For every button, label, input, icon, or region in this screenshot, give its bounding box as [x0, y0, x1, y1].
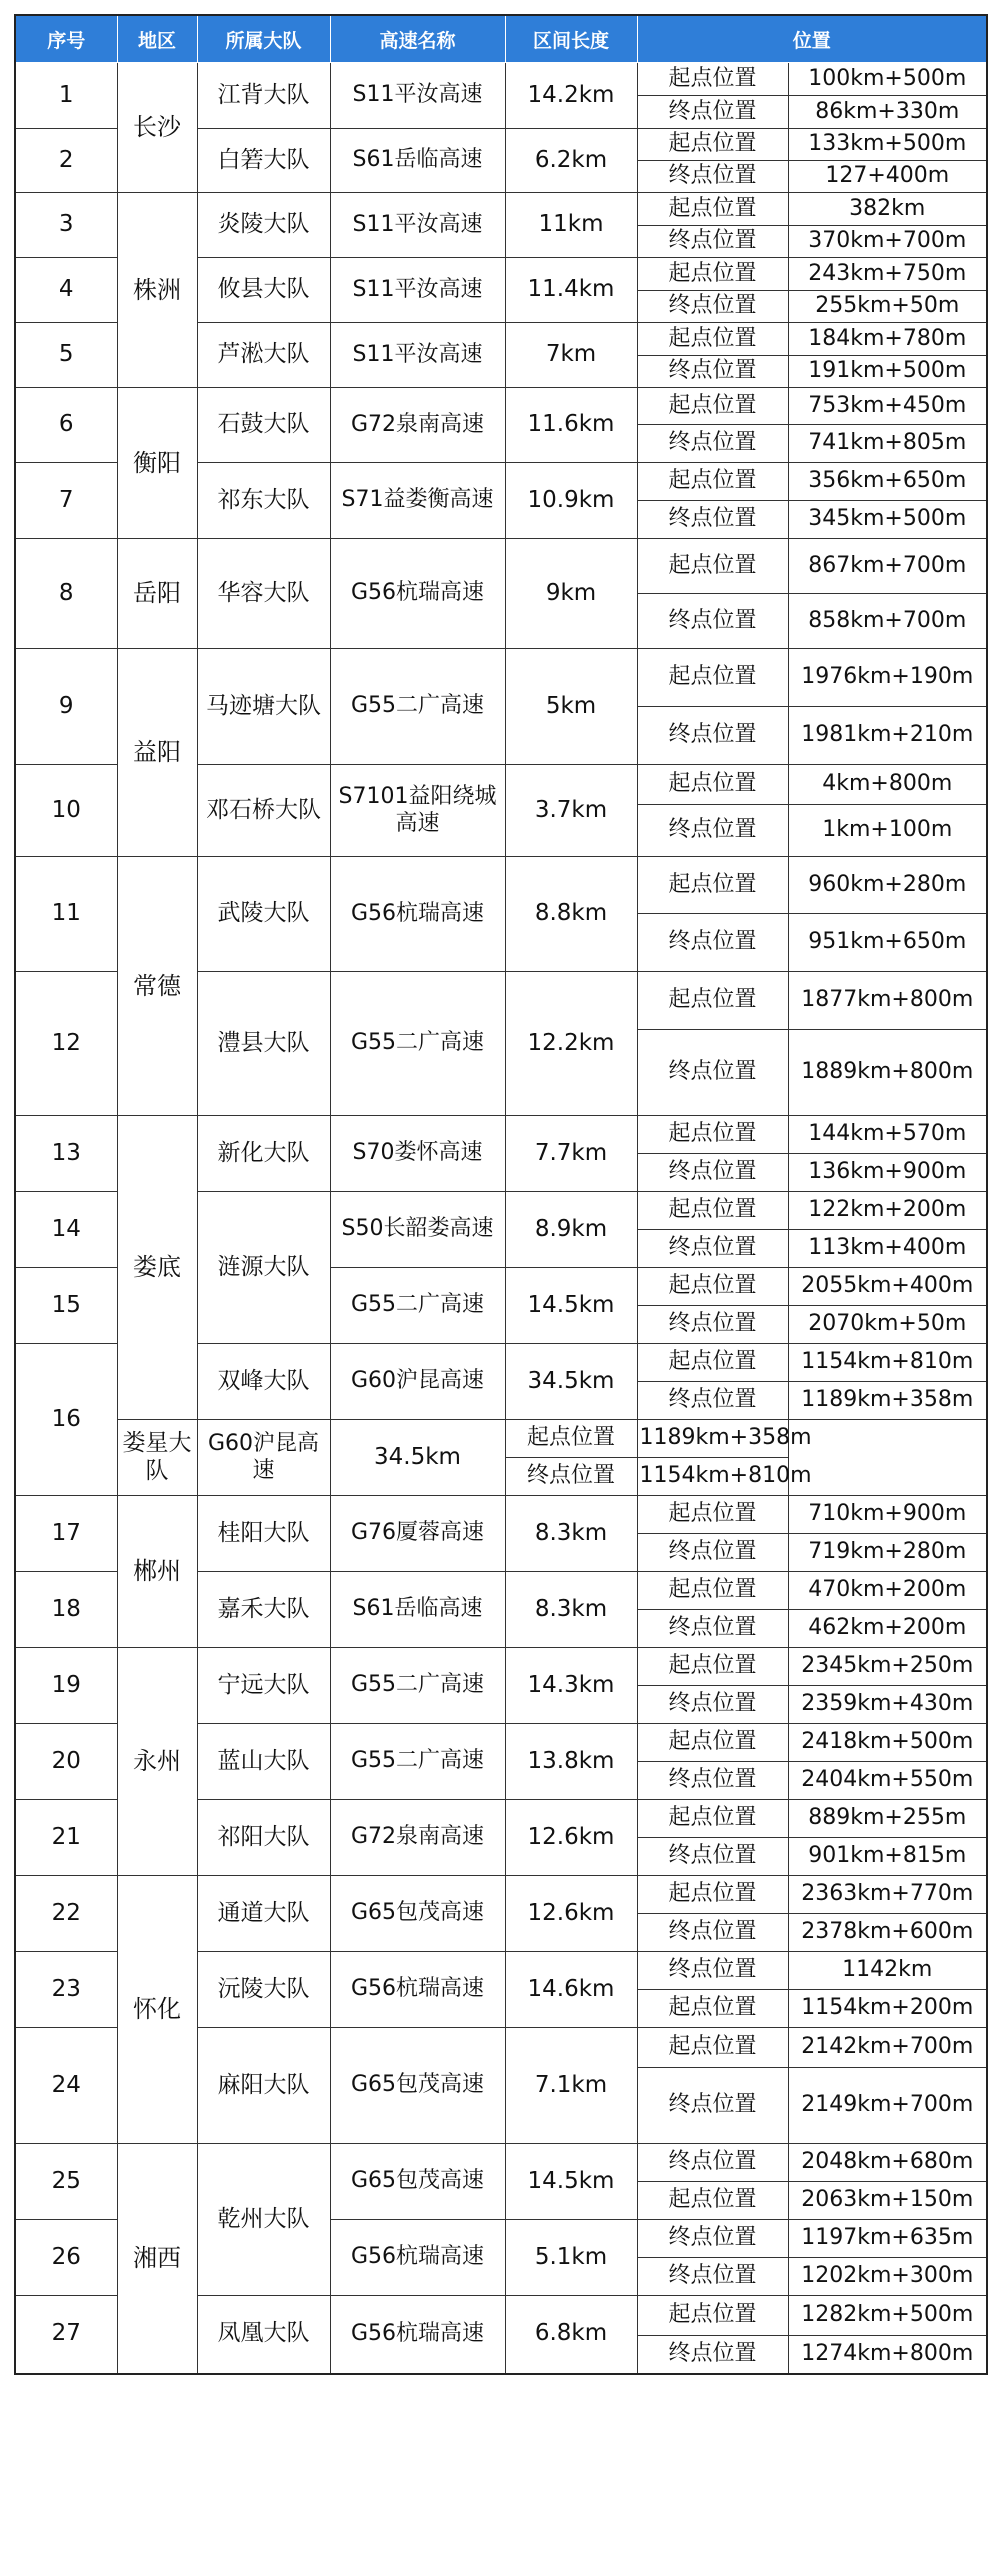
length-cell: 14.6km	[505, 1952, 637, 2028]
position-label-cell: 起点位置	[637, 1192, 788, 1230]
road-name-cell: S11平汝高速	[330, 258, 505, 323]
position-value-cell: 1154km+810m	[788, 1344, 987, 1382]
road-name-cell: S61岳临高速	[330, 129, 505, 193]
road-name-cell: G65包茂高速	[330, 1876, 505, 1952]
position-label-cell: 终点位置	[637, 914, 788, 972]
road-name-cell: G56杭瑞高速	[330, 539, 505, 649]
road-name-cell: G56杭瑞高速	[330, 1952, 505, 2028]
team-cell: 芦淞大队	[197, 323, 330, 388]
team-cell: 祁东大队	[197, 463, 330, 539]
position-value-cell: 462km+200m	[788, 1610, 987, 1648]
position-label-cell: 终点位置	[637, 1030, 788, 1116]
position-label-cell: 终点位置	[637, 1952, 788, 1990]
road-name-cell: G60沪昆高速	[330, 1344, 505, 1420]
region-cell: 衡阳	[117, 388, 197, 539]
position-label-cell: 起点位置	[637, 857, 788, 914]
road-name-cell: S11平汝高速	[330, 63, 505, 129]
position-value-cell: 889km+255m	[788, 1800, 987, 1838]
position-label-cell: 起点位置	[637, 972, 788, 1030]
position-value-cell: 1189km+358m	[788, 1382, 987, 1420]
row-index-cell: 8	[15, 539, 117, 649]
length-cell: 6.8km	[505, 2296, 637, 2374]
position-label-cell: 起点位置	[637, 765, 788, 805]
position-value-cell: 86km+330m	[788, 96, 987, 129]
position-label-cell: 终点位置	[637, 161, 788, 193]
position-value-cell: 356km+650m	[788, 463, 987, 501]
position-label-cell: 终点位置	[637, 2068, 788, 2144]
row-index-cell: 7	[15, 463, 117, 539]
position-value-cell: 1189km+358m	[637, 1420, 788, 1458]
position-label-cell: 终点位置	[637, 226, 788, 258]
row-index-cell: 3	[15, 193, 117, 258]
region-cell: 益阳	[117, 649, 197, 857]
position-value-cell: 191km+500m	[788, 356, 987, 388]
team-cell: 澧县大队	[197, 972, 330, 1116]
position-value-cell: 2359km+430m	[788, 1686, 987, 1724]
position-value-cell: 1197km+635m	[788, 2220, 987, 2258]
road-name-cell: S70娄怀高速	[330, 1116, 505, 1192]
position-label-cell: 终点位置	[637, 1914, 788, 1952]
road-name-cell: S71益娄衡高速	[330, 463, 505, 539]
table-row	[15, 2144, 987, 2182]
position-label-cell: 终点位置	[637, 594, 788, 649]
position-label-cell: 起点位置	[637, 1496, 788, 1534]
position-value-cell: 960km+280m	[788, 857, 987, 914]
row-index-cell: 24	[15, 2028, 117, 2144]
position-label-cell: 起点位置	[505, 1420, 637, 1458]
expressway-section-table	[14, 14, 988, 2375]
position-value-cell: 753km+450m	[788, 388, 987, 425]
table-row	[15, 1116, 987, 1154]
row-index-cell: 13	[15, 1116, 117, 1192]
position-value-cell: 2378km+600m	[788, 1914, 987, 1952]
row-index-cell: 20	[15, 1724, 117, 1800]
position-label-cell: 终点位置	[637, 291, 788, 323]
row-index-cell: 22	[15, 1876, 117, 1952]
row-index-cell: 6	[15, 388, 117, 463]
position-value-cell: 951km+650m	[788, 914, 987, 972]
position-label-cell: 起点位置	[637, 2182, 788, 2220]
position-label-cell: 终点位置	[637, 1382, 788, 1420]
position-value-cell: 4km+800m	[788, 765, 987, 805]
row-index-cell: 4	[15, 258, 117, 323]
team-cell: 宁远大队	[197, 1648, 330, 1724]
length-cell: 14.3km	[505, 1648, 637, 1724]
row-index-cell: 9	[15, 649, 117, 765]
position-value-cell: 1889km+800m	[788, 1030, 987, 1116]
position-label-cell: 起点位置	[637, 1116, 788, 1154]
length-cell: 8.8km	[505, 857, 637, 972]
position-label-cell: 起点位置	[637, 2028, 788, 2068]
header-position: 位置	[637, 15, 987, 63]
position-value-cell: 136km+900m	[788, 1154, 987, 1192]
team-cell: 新化大队	[197, 1116, 330, 1192]
table-row	[15, 857, 987, 914]
position-value-cell: 370km+700m	[788, 226, 987, 258]
team-cell: 涟源大队	[197, 1192, 330, 1344]
position-label-cell: 起点位置	[637, 193, 788, 226]
position-value-cell: 127+400m	[788, 161, 987, 193]
header-region: 地区	[117, 15, 197, 63]
length-cell: 13.8km	[505, 1724, 637, 1800]
position-label-cell: 终点位置	[637, 805, 788, 857]
length-cell: 7.7km	[505, 1116, 637, 1192]
road-name-cell: G56杭瑞高速	[330, 2220, 505, 2296]
position-label-cell: 终点位置	[637, 2144, 788, 2182]
header-length: 区间长度	[505, 15, 637, 63]
row-index-cell: 18	[15, 1572, 117, 1648]
position-value-cell: 255km+50m	[788, 291, 987, 323]
position-value-cell: 2142km+700m	[788, 2028, 987, 2068]
length-cell: 9km	[505, 539, 637, 649]
position-value-cell: 710km+900m	[788, 1496, 987, 1534]
length-cell: 12.6km	[505, 1800, 637, 1876]
position-value-cell: 2149km+700m	[788, 2068, 987, 2144]
row-index-cell: 16	[15, 1344, 117, 1496]
road-name-cell: G65包茂高速	[330, 2028, 505, 2144]
region-cell: 永州	[117, 1648, 197, 1876]
position-value-cell: 2055km+400m	[788, 1268, 987, 1306]
position-value-cell: 2345km+250m	[788, 1648, 987, 1686]
position-label-cell: 起点位置	[637, 1572, 788, 1610]
position-value-cell: 1976km+190m	[788, 649, 987, 707]
position-value-cell: 1274km+800m	[788, 2336, 987, 2374]
road-name-cell: S11平汝高速	[330, 323, 505, 388]
position-label-cell: 起点位置	[637, 63, 788, 96]
road-name-cell: S61岳临高速	[330, 1572, 505, 1648]
position-label-cell: 终点位置	[637, 1306, 788, 1344]
position-label-cell: 终点位置	[637, 1762, 788, 1800]
position-value-cell: 2070km+50m	[788, 1306, 987, 1344]
region-cell: 湘西	[117, 2144, 197, 2374]
team-cell: 沅陵大队	[197, 1952, 330, 2028]
table-container	[14, 14, 986, 2375]
position-value-cell: 184km+780m	[788, 323, 987, 356]
road-name-cell: G76厦蓉高速	[330, 1496, 505, 1572]
length-cell: 3.7km	[505, 765, 637, 857]
team-cell: 祁阳大队	[197, 1800, 330, 1876]
team-cell: 桂阳大队	[197, 1496, 330, 1572]
position-label-cell: 起点位置	[637, 1800, 788, 1838]
position-label-cell: 起点位置	[637, 1268, 788, 1306]
header-row	[15, 15, 987, 63]
road-name-cell: G55二广高速	[330, 1648, 505, 1724]
length-cell: 11.6km	[505, 388, 637, 463]
position-value-cell: 470km+200m	[788, 1572, 987, 1610]
position-label-cell: 终点位置	[637, 2220, 788, 2258]
position-label-cell: 终点位置	[637, 1534, 788, 1572]
position-label-cell: 起点位置	[637, 323, 788, 356]
position-label-cell: 终点位置	[637, 1838, 788, 1876]
length-cell: 7.1km	[505, 2028, 637, 2144]
position-label-cell: 终点位置	[637, 2336, 788, 2374]
position-label-cell: 起点位置	[637, 2296, 788, 2336]
row-index-cell: 25	[15, 2144, 117, 2220]
team-cell: 马迹塘大队	[197, 649, 330, 765]
length-cell: 8.3km	[505, 1572, 637, 1648]
length-cell: 12.6km	[505, 1876, 637, 1952]
table-row	[15, 649, 987, 707]
table-row	[15, 539, 987, 594]
road-name-cell: G65包茂高速	[330, 2144, 505, 2220]
length-cell: 11.4km	[505, 258, 637, 323]
road-name-cell: G72泉南高速	[330, 388, 505, 463]
position-value-cell: 345km+500m	[788, 501, 987, 539]
row-index-cell: 23	[15, 1952, 117, 2028]
length-cell: 5.1km	[505, 2220, 637, 2296]
road-name-cell: G56杭瑞高速	[330, 857, 505, 972]
position-value-cell: 144km+570m	[788, 1116, 987, 1154]
length-cell: 8.3km	[505, 1496, 637, 1572]
row-index-cell: 27	[15, 2296, 117, 2374]
length-cell: 14.2km	[505, 63, 637, 129]
region-cell: 株洲	[117, 193, 197, 388]
position-value-cell: 2063km+150m	[788, 2182, 987, 2220]
length-cell: 12.2km	[505, 972, 637, 1116]
table-row	[15, 1420, 987, 1458]
table-row	[15, 1496, 987, 1534]
position-label-cell: 起点位置	[637, 1648, 788, 1686]
row-index-cell: 21	[15, 1800, 117, 1876]
position-value-cell: 741km+805m	[788, 425, 987, 463]
road-name-cell: S11平汝高速	[330, 193, 505, 258]
road-name-cell: G55二广高速	[330, 649, 505, 765]
team-cell: 白箬大队	[197, 129, 330, 193]
road-name-cell: G72泉南高速	[330, 1800, 505, 1876]
position-label-cell: 终点位置	[637, 2258, 788, 2296]
length-cell: 8.9km	[505, 1192, 637, 1268]
position-label-cell: 起点位置	[637, 1344, 788, 1382]
position-value-cell: 1154km+810m	[637, 1458, 788, 1496]
team-cell: 蓝山大队	[197, 1724, 330, 1800]
team-cell: 娄星大队	[117, 1420, 197, 1496]
road-name-cell: S7101益阳绕城高速	[330, 765, 505, 857]
position-label-cell: 起点位置	[637, 1724, 788, 1762]
position-value-cell: 1981km+210m	[788, 707, 987, 765]
team-cell: 华容大队	[197, 539, 330, 649]
road-name-cell: G55二广高速	[330, 972, 505, 1116]
header-index: 序号	[15, 15, 117, 63]
road-name-cell: G60沪昆高速	[197, 1420, 330, 1496]
length-cell: 34.5km	[505, 1344, 637, 1420]
row-index-cell: 19	[15, 1648, 117, 1724]
region-cell: 怀化	[117, 1876, 197, 2144]
road-name-cell: G55二广高速	[330, 1268, 505, 1344]
position-label-cell: 起点位置	[637, 129, 788, 161]
row-index-cell: 15	[15, 1268, 117, 1344]
table-row	[15, 388, 987, 425]
team-cell: 江背大队	[197, 63, 330, 129]
position-value-cell: 1154km+200m	[788, 1990, 987, 2028]
position-value-cell: 1877km+800m	[788, 972, 987, 1030]
team-cell: 双峰大队	[197, 1344, 330, 1420]
team-cell: 凤凰大队	[197, 2296, 330, 2374]
row-index-cell: 17	[15, 1496, 117, 1572]
position-label-cell: 终点位置	[637, 1154, 788, 1192]
length-cell: 10.9km	[505, 463, 637, 539]
position-value-cell: 100km+500m	[788, 63, 987, 96]
road-name-cell: G56杭瑞高速	[330, 2296, 505, 2374]
table-row	[15, 193, 987, 226]
table-row	[15, 1648, 987, 1686]
position-label-cell: 起点位置	[637, 258, 788, 291]
position-label-cell: 终点位置	[637, 356, 788, 388]
position-label-cell: 终点位置	[505, 1458, 637, 1496]
region-cell: 岳阳	[117, 539, 197, 649]
header-team: 所属大队	[197, 15, 330, 63]
region-cell: 常德	[117, 857, 197, 1116]
position-value-cell: 867km+700m	[788, 539, 987, 594]
position-label-cell: 终点位置	[637, 96, 788, 129]
row-index-cell: 10	[15, 765, 117, 857]
position-value-cell: 133km+500m	[788, 129, 987, 161]
position-value-cell: 2404km+550m	[788, 1762, 987, 1800]
position-label-cell: 起点位置	[637, 1876, 788, 1914]
position-label-cell: 终点位置	[637, 707, 788, 765]
position-label-cell: 终点位置	[637, 1686, 788, 1724]
position-value-cell: 113km+400m	[788, 1230, 987, 1268]
row-index-cell: 11	[15, 857, 117, 972]
team-cell: 石鼓大队	[197, 388, 330, 463]
position-value-cell: 243km+750m	[788, 258, 987, 291]
team-cell: 攸县大队	[197, 258, 330, 323]
team-cell: 武陵大队	[197, 857, 330, 972]
region-cell: 娄底	[117, 1116, 197, 1420]
length-cell: 14.5km	[505, 2144, 637, 2220]
team-cell: 通道大队	[197, 1876, 330, 1952]
row-index-cell: 26	[15, 2220, 117, 2296]
region-cell: 长沙	[117, 63, 197, 193]
row-index-cell: 1	[15, 63, 117, 129]
position-label-cell: 终点位置	[637, 1230, 788, 1268]
length-cell: 5km	[505, 649, 637, 765]
row-index-cell: 2	[15, 129, 117, 193]
position-value-cell: 2048km+680m	[788, 2144, 987, 2182]
region-cell: 郴州	[117, 1496, 197, 1648]
length-cell: 7km	[505, 323, 637, 388]
position-label-cell: 终点位置	[637, 501, 788, 539]
position-label-cell: 起点位置	[637, 539, 788, 594]
team-cell: 邓石桥大队	[197, 765, 330, 857]
position-value-cell: 2418km+500m	[788, 1724, 987, 1762]
table-row	[15, 1876, 987, 1914]
position-value-cell: 2363km+770m	[788, 1876, 987, 1914]
position-value-cell: 122km+200m	[788, 1192, 987, 1230]
header-road: 高速名称	[330, 15, 505, 63]
position-label-cell: 终点位置	[637, 1610, 788, 1648]
row-index-cell: 14	[15, 1192, 117, 1268]
position-label-cell: 起点位置	[637, 1990, 788, 2028]
team-cell: 嘉禾大队	[197, 1572, 330, 1648]
length-cell: 6.2km	[505, 129, 637, 193]
row-index-cell: 12	[15, 972, 117, 1116]
position-value-cell: 1142km	[788, 1952, 987, 1990]
position-label-cell: 起点位置	[637, 463, 788, 501]
row-index-cell: 5	[15, 323, 117, 388]
position-value-cell: 901km+815m	[788, 1838, 987, 1876]
position-value-cell: 382km	[788, 193, 987, 226]
position-label-cell: 终点位置	[637, 425, 788, 463]
team-cell: 麻阳大队	[197, 2028, 330, 2144]
team-cell: 乾州大队	[197, 2144, 330, 2296]
road-name-cell: S50长韶娄高速	[330, 1192, 505, 1268]
position-value-cell: 858km+700m	[788, 594, 987, 649]
position-value-cell: 1282km+500m	[788, 2296, 987, 2336]
position-value-cell: 1202km+300m	[788, 2258, 987, 2296]
team-cell: 炎陵大队	[197, 193, 330, 258]
length-cell: 34.5km	[330, 1420, 505, 1496]
position-label-cell: 起点位置	[637, 388, 788, 425]
table-row	[15, 63, 987, 96]
length-cell: 14.5km	[505, 1268, 637, 1344]
position-value-cell: 719km+280m	[788, 1534, 987, 1572]
road-name-cell: G55二广高速	[330, 1724, 505, 1800]
position-label-cell: 起点位置	[637, 649, 788, 707]
length-cell: 11km	[505, 193, 637, 258]
position-value-cell: 1km+100m	[788, 805, 987, 857]
